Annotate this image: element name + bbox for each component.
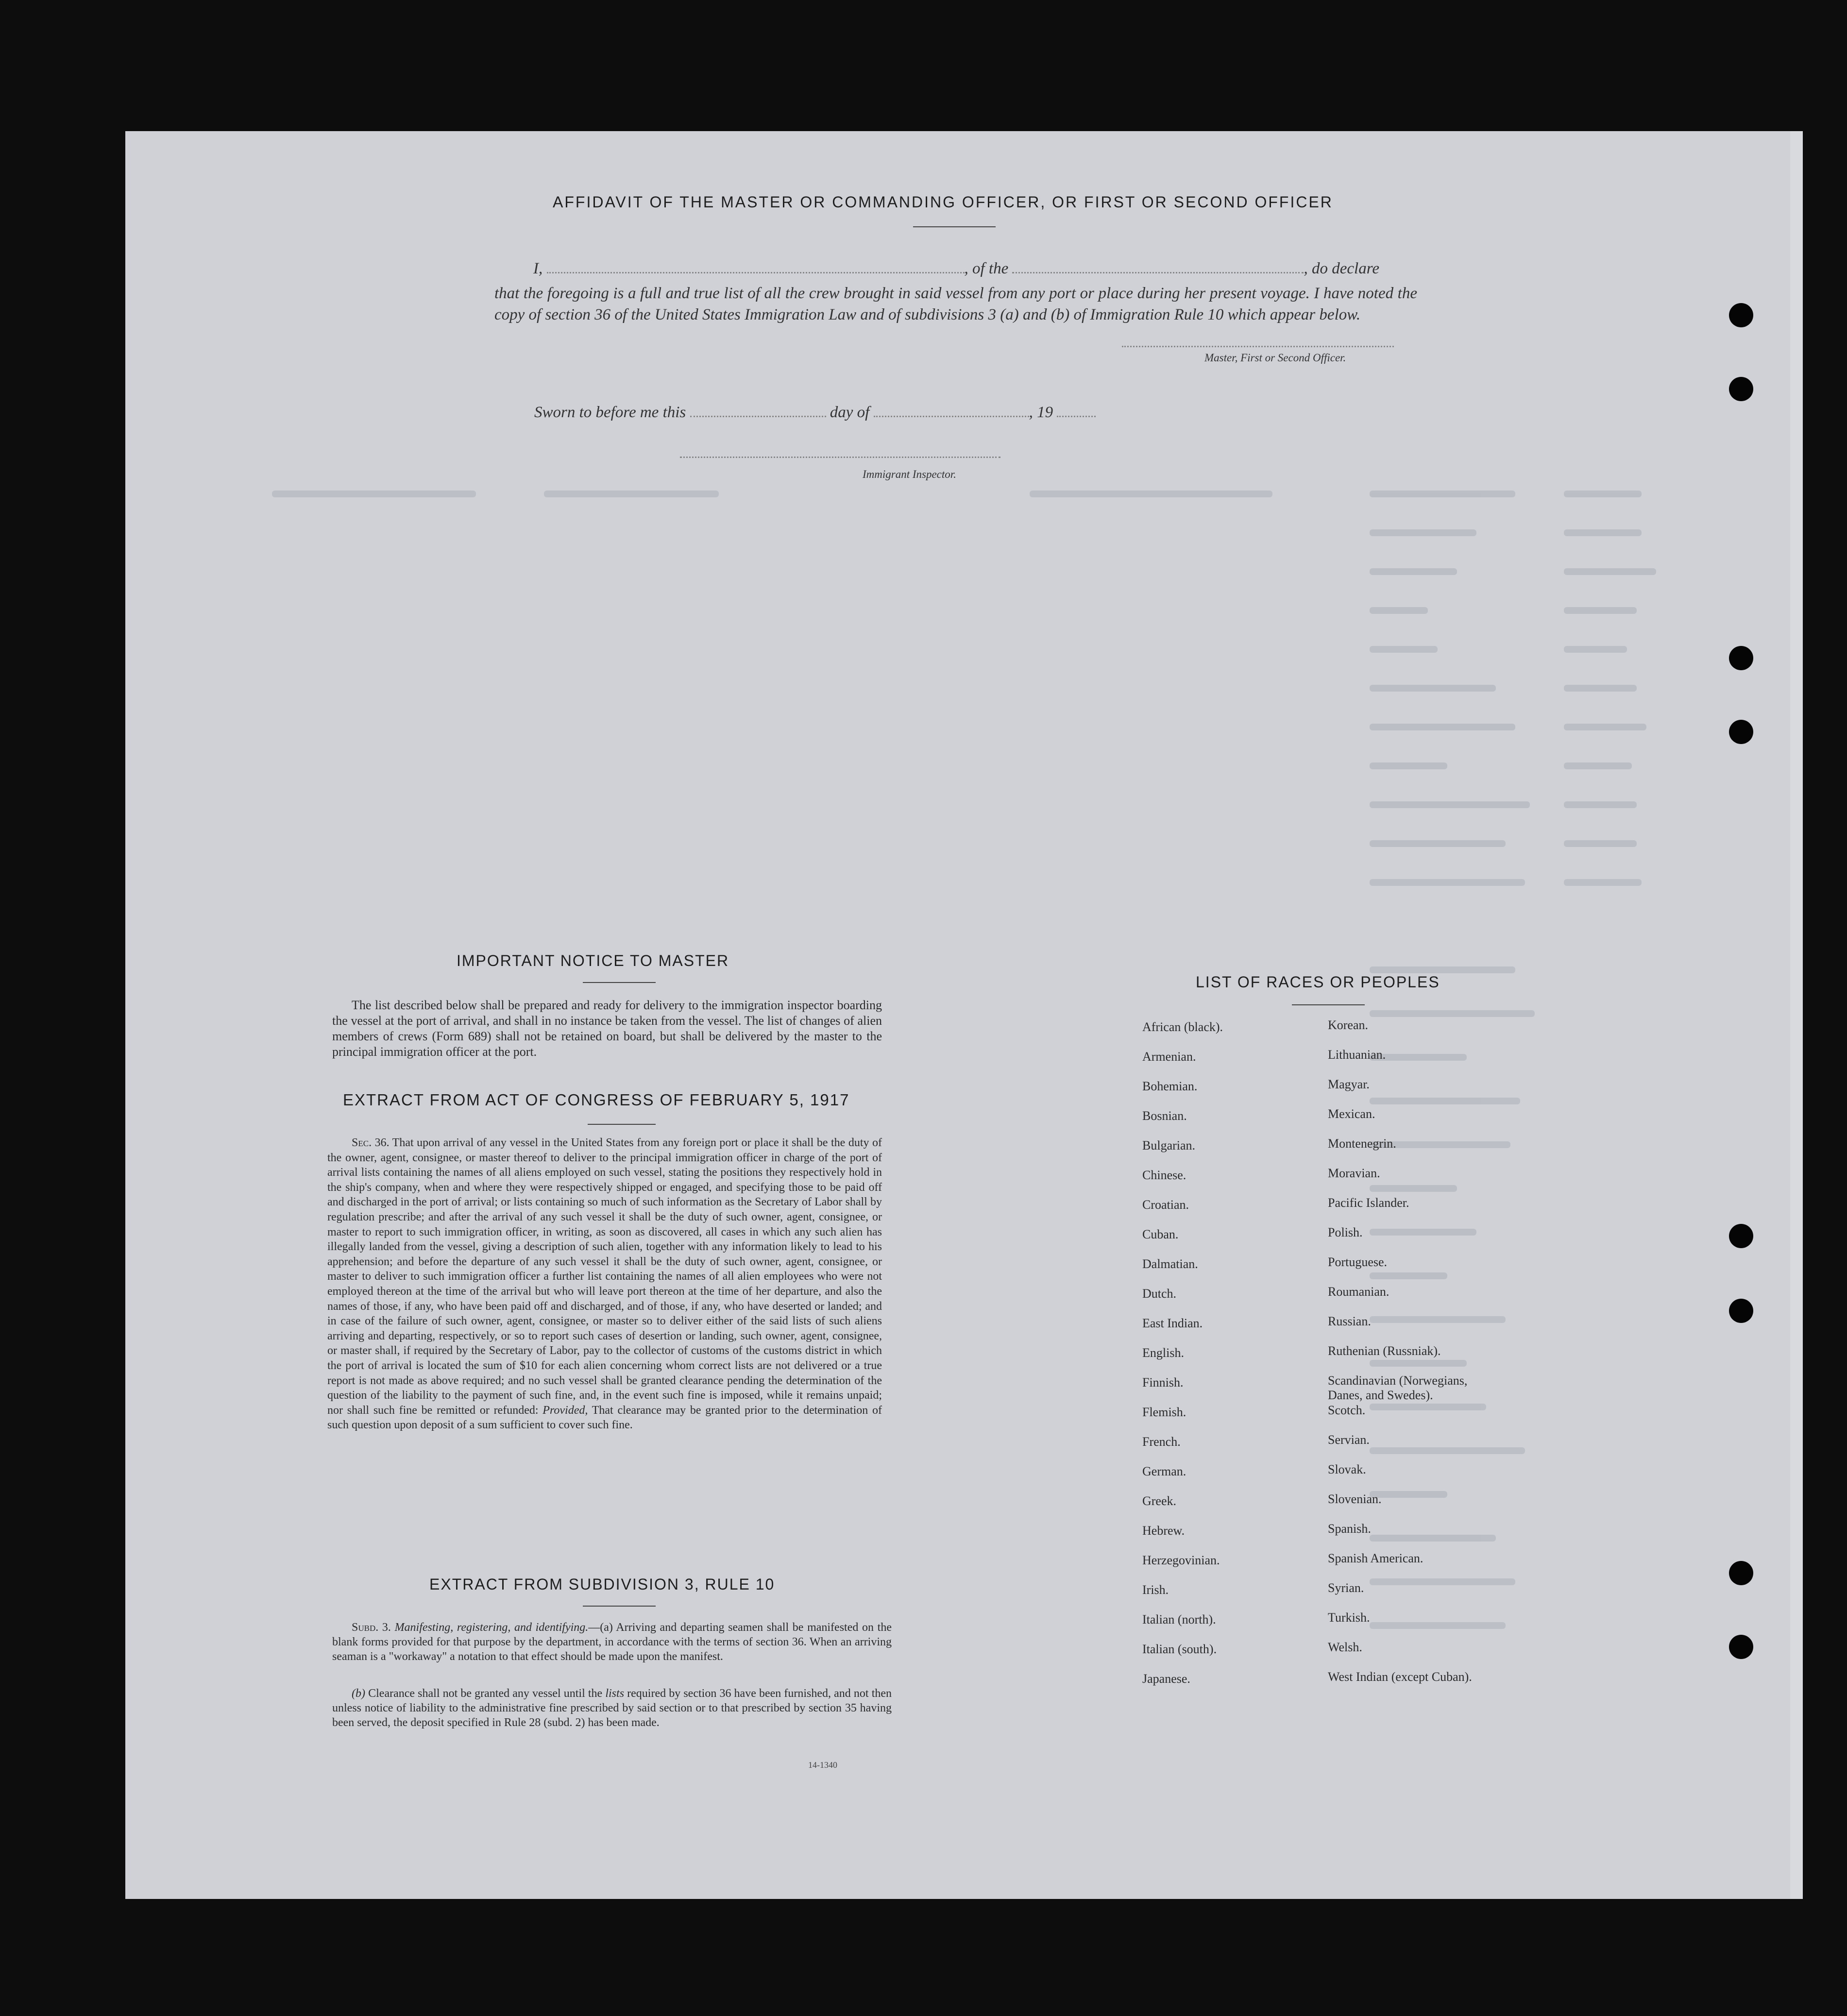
races-list-right — [1328, 1018, 1551, 1699]
punch-hole — [1729, 720, 1753, 744]
race-item: Slovenian. — [1328, 1492, 1382, 1506]
sworn-day-field[interactable] — [690, 416, 826, 417]
race-item: Armenian. — [1142, 1050, 1196, 1064]
race-item: Bosnian. — [1142, 1109, 1187, 1123]
races-list-left — [1142, 1020, 1317, 1701]
sworn-year-field[interactable] — [1057, 416, 1096, 417]
race-item: German. — [1142, 1464, 1186, 1478]
race-item: Welsh. — [1328, 1640, 1362, 1654]
race-item: Flemish. — [1142, 1405, 1186, 1419]
race-item: Dutch. — [1142, 1287, 1177, 1301]
subd-label: Subd. 3. — [352, 1621, 391, 1634]
race-item: Italian (south). — [1142, 1642, 1217, 1656]
rule-extract-title: EXTRACT FROM SUBDIVISION 3, RULE 10 — [429, 1576, 775, 1593]
sworn-line — [534, 401, 1166, 424]
sworn-year: , 19 — [1029, 404, 1053, 421]
act-extract-title: EXTRACT FROM ACT OF CONGRESS OF FEBRUARY 5, 1917 — [343, 1091, 850, 1109]
race-item: Ruthenian (Russniak). — [1328, 1344, 1441, 1358]
race-item: Syrian. — [1328, 1581, 1364, 1595]
form-number: 14-1340 — [808, 1760, 837, 1770]
race-item: Spanish. — [1328, 1522, 1371, 1536]
notice-title: IMPORTANT NOTICE TO MASTER — [457, 952, 729, 969]
affidavit-of-the-label: , of the — [964, 260, 1009, 277]
race-item: Moravian. — [1328, 1166, 1380, 1180]
race-item: Bulgarian. — [1142, 1138, 1196, 1152]
race-item: Korean. — [1328, 1018, 1369, 1032]
punch-hole — [1729, 377, 1753, 401]
rule-extract-rule — [583, 1606, 656, 1607]
inspector-label: Immigrant Inspector. — [863, 468, 956, 480]
sworn-day-of: day of — [830, 404, 870, 421]
act-extract-rule — [588, 1124, 656, 1125]
race-item: Japanese. — [1142, 1672, 1190, 1686]
race-item: East Indian. — [1142, 1316, 1203, 1330]
race-item: Servian. — [1328, 1433, 1370, 1447]
affidavit-i-label: I, — [533, 260, 543, 277]
race-item: English. — [1142, 1346, 1184, 1360]
notice-title-rule — [583, 982, 656, 983]
provided-label: Provided, — [542, 1404, 588, 1417]
punch-hole — [1729, 1224, 1753, 1248]
punch-hole — [1729, 646, 1753, 670]
race-item: French. — [1142, 1435, 1181, 1449]
race-item: Magyar. — [1328, 1077, 1370, 1091]
race-item: Polish. — [1328, 1225, 1363, 1239]
punch-hole — [1729, 303, 1753, 327]
affidavit-title-rule — [913, 226, 996, 227]
race-item: Spanish American. — [1328, 1551, 1423, 1565]
officer-name-field[interactable] — [547, 272, 965, 273]
race-item: West Indian (except Cuban). — [1328, 1670, 1472, 1684]
punch-hole — [1729, 1561, 1753, 1585]
subd-b-text-2: required by section 36 have been furnished, and not then unless notice of liability to the administrative fine prescribed by said section or to that prescribed by section 35 having been served, the deposit specified in Rule 28 (subd. 2) has been made. — [332, 1687, 892, 1729]
signature-label: Master, First or Second Officer. — [1204, 352, 1346, 364]
affidavit-declaration-line — [533, 257, 1417, 280]
punch-hole — [1729, 1299, 1753, 1323]
race-item: Montenegrin. — [1328, 1136, 1396, 1151]
race-item: Greek. — [1142, 1494, 1177, 1508]
race-item: Cuban. — [1142, 1227, 1179, 1241]
sec-text-end: That clearance may be granted prior to the determination of such question upon deposit of a sum sufficient to cover such fine. — [327, 1404, 882, 1432]
race-item: Turkish. — [1328, 1610, 1370, 1625]
race-item: Portuguese. — [1328, 1255, 1388, 1269]
subd-b-label: (b) — [352, 1687, 365, 1700]
vessel-name-field[interactable] — [1012, 272, 1304, 273]
race-item: Irish. — [1142, 1583, 1169, 1597]
race-item: Finnish. — [1142, 1375, 1184, 1389]
notice-text: The list described below shall be prepared and ready for delivery to the immigration inspector boarding the vessel at the port of arrival, and shall in no instance be taken from the vessel. The list of changes of alien members of crews (Form 689) shall not be retained on board, but shall be delivered by the master to the principal immigration officer at the port. — [332, 998, 882, 1059]
inspector-signature-field[interactable] — [680, 457, 1000, 458]
rule-extract-text-b — [332, 1686, 892, 1730]
race-item: Italian (north). — [1142, 1612, 1216, 1626]
race-item: African (black). — [1142, 1020, 1223, 1034]
race-item: Mexican. — [1328, 1107, 1375, 1121]
affidavit-do-declare-label: , do declare — [1304, 260, 1379, 277]
race-item: Roumanian. — [1328, 1285, 1389, 1299]
sec-label: Sec. 36. — [352, 1136, 390, 1149]
sec-text: That upon arrival of any vessel in the United States from any foreign port or place it shall be the duty of the owner, agent, consignee, or master thereof to deliver to the principal immigration officer in charge of the port of arrival lists containing the names of all aliens employed on such vessel, stating the positions they respectively hold in the ship's company, when and where they were respectively shipped or engaged, and specifying those to be paid off and discharged in the port of arrival; or lists containing so much of such information as the Secretary of Labor shall by regulation prescribe; and after the arrival of any such vessel it shall be the duty of such owner, agent, consignee, or master to report to such immigration officer, in writing, as soon as discovered, all cases in which any such alien has illegally landed from the vessel, giving a description of such alien, together with any information likely to lead to his apprehension; and before the departure of any such vessel it shall be the duty of such owner, agent, consignee, or master to deliver to such immigration officer a further list containing the names of all alien employees who were not employed thereon at the time of the arrival but who will leave port thereon at the time of her departure, and also the names of those, if any, who have been paid off and discharged, and of those, if any, who have deserted or landed; and in case of the failure of such owner, agent, consignee, or master so to deliver either of the said lists of such aliens arriving and departing, respectively, or so to report such cases of desertion or landing, such owner, agent, consignee, or master shall, if required by the Secretary of Labor, pay to the collector of customs of the customs district in which the port of arrival is located the sum of $10 for each alien concerning whom correct lists are not delivered or a true report is not made as above required; and no such vessel shall be granted clearance pending the determination of the question of the liability to the payment of such fine, and, in the event such fine is imposed, while it remains unpaid; nor shall such fine be remitted or refunded: — [327, 1136, 882, 1417]
races-title: LIST OF RACES OR PEOPLES — [1196, 973, 1440, 991]
race-item: Herzegovinian. — [1142, 1553, 1220, 1567]
race-item: Scandinavian (Norwegians, Danes, and Swedes). — [1328, 1373, 1468, 1402]
race-item: Russian. — [1328, 1314, 1371, 1328]
race-item: Scotch. — [1328, 1403, 1366, 1417]
subd-b-text-1: Clearance shall not be granted any vessel until the — [368, 1687, 603, 1700]
race-item: Croatian. — [1142, 1198, 1189, 1212]
subd-heading: Manifesting, registering, and identifying. — [394, 1621, 589, 1634]
punch-hole — [1729, 1635, 1753, 1659]
sworn-month-field[interactable] — [874, 416, 1029, 417]
affidavit-body: that the foregoing is a full and true list of all the crew brought in said vessel from any port or place during her present voyage. I have noted the copy of section 36 of the United States Immigration Law and of subdivisions 3 (a) and (b) of Immigration Rule 10 which appear below. — [494, 285, 1417, 323]
races-title-rule — [1292, 1004, 1365, 1005]
race-item: Bohemian. — [1142, 1079, 1198, 1093]
act-extract-text — [327, 1135, 882, 1433]
subd-b-lists: lists — [605, 1687, 625, 1700]
sworn-prefix: Sworn to before me this — [534, 404, 686, 421]
race-item: Hebrew. — [1142, 1524, 1185, 1538]
affidavit-title: AFFIDAVIT OF THE MASTER OR COMMANDING OFFICER, OR FIRST OR SECOND OFFICER — [553, 193, 1333, 211]
race-item: Chinese. — [1142, 1168, 1186, 1182]
race-item: Pacific Islander. — [1328, 1196, 1409, 1210]
rule-extract-text — [332, 1620, 892, 1664]
race-item: Slovak. — [1328, 1462, 1366, 1476]
race-item: Lithuanian. — [1328, 1048, 1386, 1062]
race-item: Dalmatian. — [1142, 1257, 1198, 1271]
subd-para-a: —(a) Arriving and departing seamen shall be manifested on the blank forms provided for that purpose by the department, in accordance with the terms of section 36. When an arriving seaman is a "workaway" a notation to that effect should be made upon the manifest. — [332, 1621, 892, 1663]
